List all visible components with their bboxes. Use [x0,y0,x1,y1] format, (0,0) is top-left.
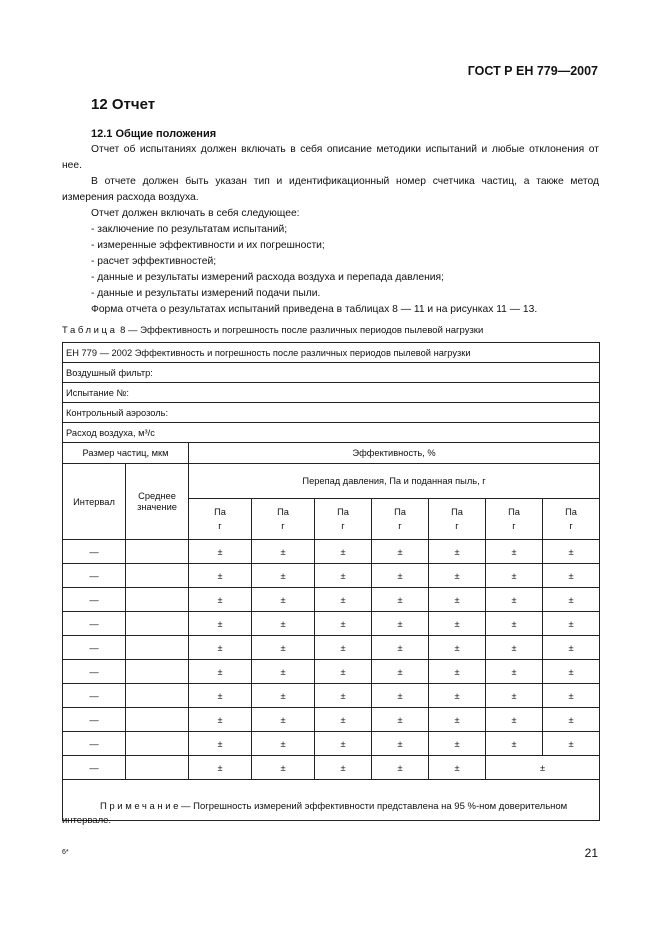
value-cell: ± [315,540,372,564]
value-cell: ± [189,756,252,780]
mean-cell [126,564,189,588]
unit-cell [486,499,543,540]
unit-cell [315,499,372,540]
value-cell: ± [543,708,600,732]
table-row [63,588,600,612]
value-cell: ± [372,708,429,732]
mean-cell [126,684,189,708]
value-cell: ± [315,684,372,708]
value-cell: ± [189,564,252,588]
table-row [63,540,600,564]
table-row [63,756,600,780]
value-cell: ± [252,756,315,780]
value-cell: ± [543,540,600,564]
unit-pa: Па [337,507,349,517]
value-cell: ± [429,612,486,636]
interval-cell: — [63,660,126,684]
table-row [63,564,600,588]
body-text [62,142,599,318]
paragraph: В отчете должен быть указан тип и идентификационный номер счетчика частиц, а также метод измерения расхода воздуха. [62,176,599,203]
value-cell: ± [486,540,543,564]
value-cell: ± [486,612,543,636]
interval-header: Интервал [63,464,126,540]
test-row: Испытание №: [63,383,600,403]
value-cell: ± [372,588,429,612]
table-row [63,636,600,660]
value-cell: ± [315,756,372,780]
value-cell: ± [486,708,543,732]
interval-cell: — [63,732,126,756]
list-item: - данные и результаты измерений подачи пыли. [91,288,321,299]
value-cell: ± [189,684,252,708]
value-cell: ± [252,684,315,708]
value-cell: ± [189,636,252,660]
value-cell: ± [372,756,429,780]
table-row [63,612,600,636]
value-cell: ± [543,564,600,588]
value-cell: ± [543,732,600,756]
value-cell: ± [252,636,315,660]
subsection-title: 12.1 Общие положения [91,128,217,140]
paragraph: Отчет об испытаниях должен включать в себя описание методики испытаний и любые отклонения от нее. [62,144,599,171]
value-cell: ± [543,684,600,708]
note-word: Примечание [100,801,181,812]
list-item: - расчет эффективностей; [91,256,217,267]
value-cell: ± [486,660,543,684]
list-item: - измеренные эффективности и их погрешности; [91,240,325,251]
value-cell: ± [189,588,252,612]
value-cell: ± [252,540,315,564]
table-note [62,800,593,828]
mean-cell [126,540,189,564]
interval-cell: — [63,684,126,708]
value-cell: ± [486,636,543,660]
value-cell: ± [372,540,429,564]
efficiency-header: Эффективность, % [189,443,600,464]
mean-cell [126,708,189,732]
value-cell: ± [486,756,600,780]
value-cell: ± [315,564,372,588]
value-cell: ± [429,756,486,780]
mean-cell [126,756,189,780]
unit-pa: Па [394,507,406,517]
mean-cell [126,732,189,756]
value-cell: ± [315,732,372,756]
value-cell: ± [429,708,486,732]
table-row [63,732,600,756]
interval-cell: — [63,636,126,660]
unit-pa: Па [277,507,289,517]
interval-cell: — [63,756,126,780]
mean-cell [126,660,189,684]
section-title: 12 Отчет [91,96,156,113]
value-cell: ± [315,612,372,636]
note-text: — Погрешность измерений эффективности представлена на 95 %-ном доверительном интервале. [62,801,568,826]
interval-cell: — [63,564,126,588]
value-cell: ± [189,732,252,756]
value-cell: ± [372,636,429,660]
unit-g: г [281,521,285,531]
unit-g: г [569,521,573,531]
page-number: 21 [584,846,598,860]
mean-cell [126,612,189,636]
value-cell: ± [372,732,429,756]
unit-g: г [218,521,222,531]
unit-g: г [512,521,516,531]
value-cell: ± [486,684,543,708]
unit-cell [252,499,315,540]
value-cell: ± [372,660,429,684]
unit-cell [543,499,600,540]
caption-text: 8 — Эффективность и погрешность после различных периодов пылевой нагрузки [120,325,484,336]
value-cell: ± [189,708,252,732]
mean-cell [126,588,189,612]
interval-cell: — [63,588,126,612]
value-cell: ± [252,708,315,732]
unit-cell [189,499,252,540]
mean-cell [126,636,189,660]
value-cell: ± [543,660,600,684]
unit-g: г [341,521,345,531]
unit-pa: Па [565,507,577,517]
value-cell: ± [252,588,315,612]
value-cell: ± [315,660,372,684]
pressure-dust-header: Перепад давления, Па и поданная пыль, г [189,464,600,499]
unit-cell [372,499,429,540]
list-item: - заключение по результатам испытаний; [91,224,288,235]
value-cell: ± [429,636,486,660]
table-row [63,684,600,708]
value-cell: ± [315,588,372,612]
value-cell: ± [252,612,315,636]
value-cell: ± [429,540,486,564]
aerosol-row: Контрольный аэрозоль: [63,403,600,423]
filter-row: Воздушный фильтр: [63,363,600,383]
table-title-row: ЕН 779 — 2002 Эффективность и погрешность после различных периодов пылевой нагрузки [63,343,600,363]
value-cell: ± [252,564,315,588]
unit-pa: Па [451,507,463,517]
value-cell: ± [252,732,315,756]
value-cell: ± [372,612,429,636]
value-cell: ± [252,660,315,684]
caption-word: Таблица [62,325,118,336]
size-header: Размер частиц, мкм [63,443,189,464]
unit-pa: Па [508,507,520,517]
value-cell: ± [543,588,600,612]
interval-cell: — [63,612,126,636]
value-cell: ± [315,636,372,660]
table-caption [62,325,483,336]
value-cell: ± [543,612,600,636]
value-cell: ± [372,684,429,708]
unit-pa: Па [214,507,226,517]
value-cell: ± [486,564,543,588]
unit-cell [429,499,486,540]
sheet-mark: 6* [62,849,69,856]
paragraph: Форма отчета о результатах испытаний приведена в таблицах 8 — 11 и на рисунках 11 — 13. [91,304,538,315]
value-cell: ± [189,612,252,636]
flow-row: Расход воздуха, м³/с [63,423,600,443]
results-table [62,342,600,821]
value-cell: ± [429,732,486,756]
value-cell: ± [189,540,252,564]
unit-g: г [398,521,402,531]
table-row [63,708,600,732]
value-cell: ± [429,660,486,684]
value-cell: ± [189,660,252,684]
value-cell: ± [429,684,486,708]
table-body [63,540,600,821]
value-cell: ± [486,732,543,756]
value-cell: ± [372,564,429,588]
table-row [63,660,600,684]
value-cell: ± [486,588,543,612]
standard-number: ГОСТ Р ЕН 779—2007 [467,64,598,78]
list-item: - данные и результаты измерений расхода воздуха и перепада давления; [91,272,444,283]
interval-cell: — [63,540,126,564]
mean-header: Среднее значение [126,464,189,540]
interval-cell: — [63,708,126,732]
unit-g: г [455,521,459,531]
paragraph: Отчет должен включать в себя следующее: [91,208,300,219]
value-cell: ± [429,564,486,588]
value-cell: ± [543,636,600,660]
value-cell: ± [429,588,486,612]
value-cell: ± [315,708,372,732]
